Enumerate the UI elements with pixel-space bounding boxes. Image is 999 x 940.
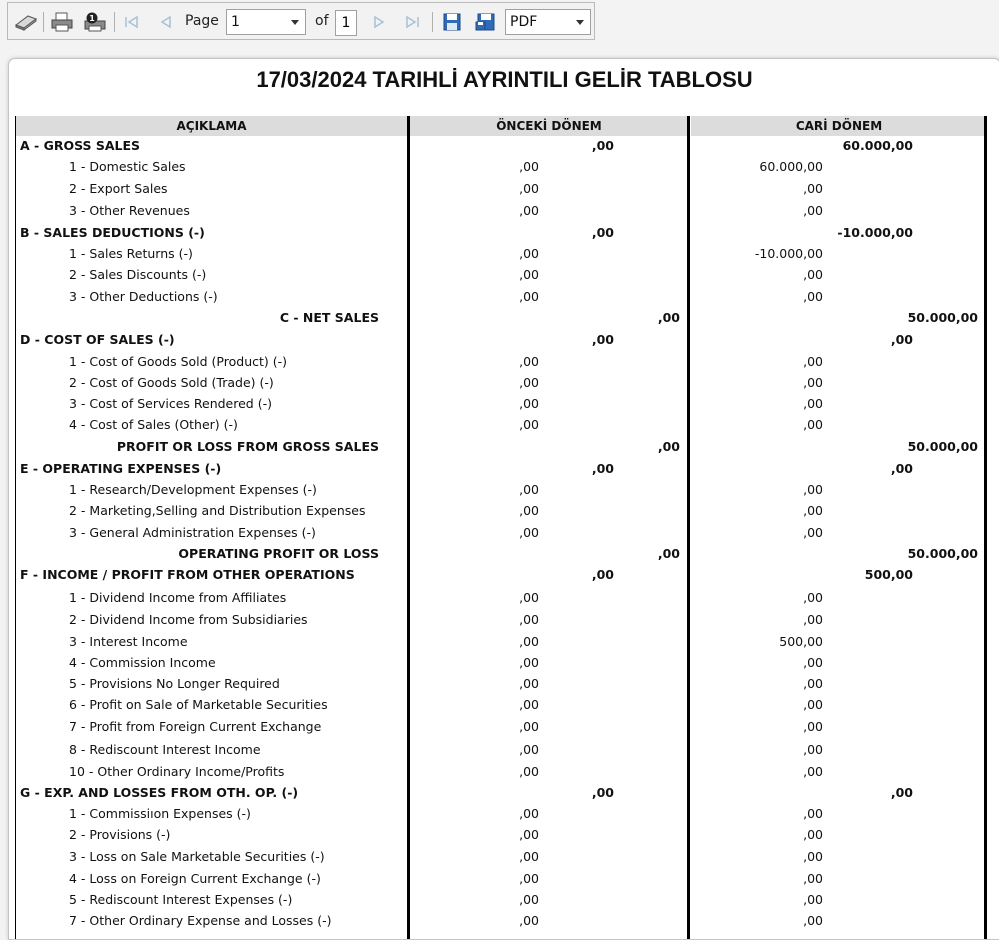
table-row <box>9 762 999 783</box>
current-period-value: ,00 <box>803 697 823 712</box>
report-title: 17/03/2024 TARIHLİ AYRINTILI GELİR TABLOSU <box>256 67 753 92</box>
row-description: 4 - Loss on Foreign Current Exchange (-) <box>69 871 321 886</box>
header-current-period: CARİ DÖNEM <box>691 116 987 136</box>
table-row <box>9 394 999 415</box>
current-period-value: 50.000,00 <box>907 310 978 325</box>
previous-period-value: ,00 <box>519 203 539 218</box>
table-row <box>9 201 999 222</box>
row-description: 5 - Provisions No Longer Required <box>69 676 280 691</box>
previous-period-value: ,00 <box>657 546 680 561</box>
row-description: G - EXP. AND LOSSES FROM OTH. OP. (-) <box>20 785 299 800</box>
table-row <box>9 244 999 265</box>
previous-period-value: ,00 <box>519 482 539 497</box>
section-row <box>9 136 999 157</box>
previous-period-value: ,00 <box>591 461 614 476</box>
previous-period-value: ,00 <box>591 225 614 240</box>
table-row <box>9 157 999 178</box>
row-description: OPERATING PROFIT OR LOSS <box>178 546 379 561</box>
row-description: 1 - Domestic Sales <box>69 159 186 174</box>
previous-period-value: ,00 <box>519 697 539 712</box>
previous-period-value: ,00 <box>519 612 539 627</box>
previous-period-value: ,00 <box>519 417 539 432</box>
table-row <box>9 847 999 868</box>
print-layout-icon[interactable] <box>14 12 38 32</box>
previous-period-value: ,00 <box>519 806 539 821</box>
row-description: 4 - Cost of Sales (Other) (-) <box>69 417 238 432</box>
previous-period-value: ,00 <box>591 567 614 582</box>
table-row <box>9 588 999 609</box>
previous-period-value: ,00 <box>519 764 539 779</box>
row-description: 4 - Commission Income <box>69 655 216 670</box>
previous-period-value: ,00 <box>519 871 539 886</box>
toolbar-separator <box>114 12 115 32</box>
next-page-icon[interactable] <box>370 12 388 32</box>
current-period-value: ,00 <box>803 913 823 928</box>
previous-period-value: ,00 <box>591 138 614 153</box>
row-description: E - OPERATING EXPENSES (-) <box>20 461 222 476</box>
row-description: 1 - Sales Returns (-) <box>69 246 193 261</box>
row-description: 1 - Commissiıon Expenses (-) <box>69 806 251 821</box>
table-row <box>9 632 999 653</box>
first-page-icon[interactable] <box>122 12 140 32</box>
total-row <box>9 308 999 329</box>
section-row <box>9 565 999 586</box>
previous-period-value: ,00 <box>519 655 539 670</box>
toolbar-separator <box>432 12 433 32</box>
section-row <box>9 330 999 351</box>
current-period-value: 500,00 <box>864 567 913 582</box>
current-period-value: ,00 <box>803 417 823 432</box>
current-period-value: ,00 <box>803 289 823 304</box>
previous-period-value: ,00 <box>519 634 539 649</box>
table-row <box>9 740 999 761</box>
current-period-value: ,00 <box>803 354 823 369</box>
row-description: 5 - Rediscount Interest Expenses (-) <box>69 892 293 907</box>
table-row <box>9 825 999 846</box>
table-row <box>9 415 999 436</box>
total-row <box>9 437 999 458</box>
table-row <box>9 890 999 911</box>
row-description: D - COST OF SALES (-) <box>20 332 175 347</box>
row-description: 2 - Marketing,Selling and Distribution Expenses <box>69 503 366 518</box>
row-description: 3 - Interest Income <box>69 634 188 649</box>
row-description: 3 - General Administration Expenses (-) <box>69 525 316 540</box>
row-description: 3 - Cost of Services Rendered (-) <box>69 396 272 411</box>
row-description: 1 - Cost of Goods Sold (Product) (-) <box>69 354 288 369</box>
last-page-icon[interactable] <box>404 12 422 32</box>
export-format-value: PDF <box>510 14 538 30</box>
table-row <box>9 265 999 286</box>
total-pages: 1 <box>335 10 357 36</box>
current-period-value: ,00 <box>803 267 823 282</box>
current-period-value: ,00 <box>803 764 823 779</box>
previous-period-value: ,00 <box>657 310 680 325</box>
print-icon[interactable] <box>50 12 74 32</box>
row-description: 2 - Provisions (-) <box>69 827 171 842</box>
current-period-value: -10.000,00 <box>754 246 823 261</box>
previous-period-value: ,00 <box>519 849 539 864</box>
row-description: 3 - Other Revenues <box>69 203 190 218</box>
current-period-value: 500,00 <box>779 634 823 649</box>
current-period-value: ,00 <box>890 785 913 800</box>
export-format-select[interactable] <box>505 9 591 35</box>
section-row <box>9 459 999 480</box>
chevron-down-icon <box>576 20 584 25</box>
report-page <box>8 58 999 940</box>
previous-period-value: ,00 <box>591 785 614 800</box>
current-period-value: ,00 <box>803 181 823 196</box>
previous-period-value: ,00 <box>519 827 539 842</box>
previous-period-value: ,00 <box>519 267 539 282</box>
previous-period-value: ,00 <box>519 913 539 928</box>
current-period-value: ,00 <box>803 827 823 842</box>
table-row <box>9 869 999 890</box>
previous-period-value: ,00 <box>519 246 539 261</box>
previous-period-value: ,00 <box>519 181 539 196</box>
report-toolbar <box>7 2 595 40</box>
save-icon[interactable] <box>442 12 462 32</box>
current-period-value: ,00 <box>803 482 823 497</box>
svg-text:1: 1 <box>89 14 95 23</box>
previous-period-value: ,00 <box>519 892 539 907</box>
table-row <box>9 352 999 373</box>
current-period-value: ,00 <box>803 892 823 907</box>
row-description: 7 - Other Ordinary Expense and Losses (-) <box>69 913 332 928</box>
current-period-value: ,00 <box>803 612 823 627</box>
previous-period-value: ,00 <box>519 590 539 605</box>
current-period-value: ,00 <box>803 590 823 605</box>
row-description: 10 - Other Ordinary Income/Profits <box>69 764 285 779</box>
total-row <box>9 544 999 565</box>
previous-period-value: ,00 <box>519 354 539 369</box>
table-row <box>9 501 999 522</box>
previous-period-value: ,00 <box>519 525 539 540</box>
current-period-value: ,00 <box>803 525 823 540</box>
row-description: A - GROSS SALES <box>20 138 141 153</box>
row-description: 2 - Dividend Income from Subsidiaries <box>69 612 308 627</box>
row-description: PROFIT OR LOSS FROM GROSS SALES <box>116 439 379 454</box>
row-description: 2 - Sales Discounts (-) <box>69 267 207 282</box>
page-label: Page <box>185 13 219 29</box>
current-period-value: ,00 <box>803 375 823 390</box>
table-row <box>9 523 999 544</box>
section-row <box>9 223 999 244</box>
table-row <box>9 480 999 501</box>
header-previous-period: ÖNCEKİ DÖNEM <box>410 116 688 136</box>
current-period-value: ,00 <box>803 849 823 864</box>
previous-period-value: ,00 <box>519 375 539 390</box>
table-row <box>9 373 999 394</box>
row-description: 7 - Profit from Foreign Current Exchange <box>69 719 322 734</box>
row-description: 1 - Dividend Income from Affiliates <box>69 590 287 605</box>
previous-page-icon[interactable] <box>157 12 175 32</box>
row-description: 8 - Rediscount Interest Income <box>69 742 261 757</box>
section-row <box>9 783 999 804</box>
previous-period-value: ,00 <box>657 439 680 454</box>
chevron-down-icon <box>291 20 299 25</box>
table-row <box>9 674 999 695</box>
previous-period-value: ,00 <box>519 396 539 411</box>
current-period-value: 50.000,00 <box>907 439 978 454</box>
current-period-value: ,00 <box>803 503 823 518</box>
row-description: 1 - Research/Development Expenses (-) <box>69 482 317 497</box>
row-description: 2 - Cost of Goods Sold (Trade) (-) <box>69 375 274 390</box>
current-period-value: 50.000,00 <box>907 546 978 561</box>
current-period-value: ,00 <box>803 676 823 691</box>
previous-period-value: ,00 <box>519 719 539 734</box>
current-period-value: -10.000,00 <box>837 225 913 240</box>
row-description: 2 - Export Sales <box>69 181 168 196</box>
toolbar-separator <box>43 12 44 32</box>
current-period-value: ,00 <box>803 742 823 757</box>
page-number-value: 1 <box>231 14 240 30</box>
previous-period-value: ,00 <box>591 332 614 347</box>
page-number-select[interactable] <box>226 9 306 35</box>
previous-period-value: ,00 <box>519 503 539 518</box>
table-row <box>9 610 999 631</box>
table-row <box>9 804 999 825</box>
current-period-value: 60.000,00 <box>842 138 913 153</box>
of-label: of <box>315 13 329 29</box>
current-period-value: ,00 <box>803 806 823 821</box>
current-period-value: ,00 <box>890 332 913 347</box>
row-description: 3 - Other Deductions (-) <box>69 289 218 304</box>
header-description: AÇIKLAMA <box>16 116 407 136</box>
row-description: C - NET SALES <box>279 310 379 325</box>
current-period-value: ,00 <box>803 396 823 411</box>
previous-period-value: ,00 <box>519 289 539 304</box>
previous-period-value: ,00 <box>519 676 539 691</box>
current-period-value: ,00 <box>890 461 913 476</box>
row-description: 3 - Loss on Sale Marketable Securities (-) <box>69 849 325 864</box>
quick-print-icon[interactable] <box>82 12 108 32</box>
current-period-value: ,00 <box>803 871 823 886</box>
previous-period-value: ,00 <box>519 159 539 174</box>
table-row <box>9 179 999 200</box>
table-row <box>9 717 999 738</box>
current-period-value: ,00 <box>803 655 823 670</box>
current-period-value: ,00 <box>803 203 823 218</box>
current-period-value: 60.000,00 <box>759 159 823 174</box>
table-row <box>9 695 999 716</box>
current-period-value: ,00 <box>803 719 823 734</box>
previous-period-value: ,00 <box>519 742 539 757</box>
table-row <box>9 653 999 674</box>
table-row <box>9 287 999 308</box>
row-description: F - INCOME / PROFIT FROM OTHER OPERATIONS <box>20 567 355 582</box>
row-description: B - SALES DEDUCTIONS (-) <box>20 225 205 240</box>
row-description: 6 - Profit on Sale of Marketable Securities <box>69 697 328 712</box>
save-as-icon[interactable] <box>474 12 496 32</box>
